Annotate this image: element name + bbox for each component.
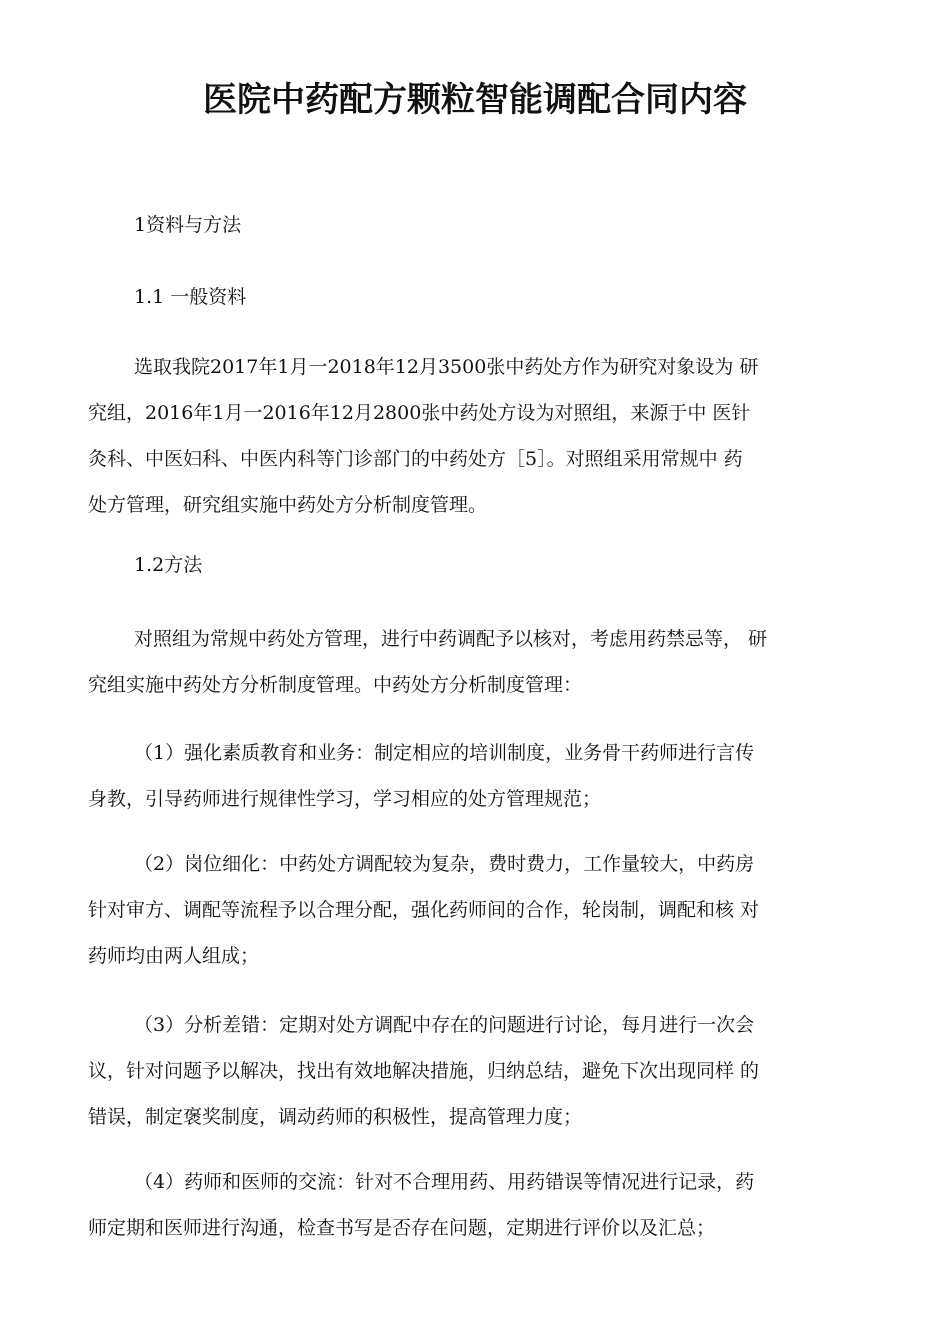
paragraph-line: 师定期和医师进行沟通，检查书写是否存在问题，定期进行评价以及汇总； [88,1217,716,1239]
section-heading-1: 1资料与方法 [134,214,242,236]
list-item-4 [88,1159,868,1251]
paragraph-line: 对照组为常规中药处方管理，进行中药调配予以核对，考虑用药禁忌等， 研 [134,628,768,650]
paragraph-line: 议，针对问题予以解决，找出有效地解决措施，归纳总结，避免下次出现同样 的 [88,1060,760,1082]
list-item-1 [88,730,868,822]
paragraph-line: 身教，引导药师进行规律性学习，学习相应的处方管理规范； [88,788,602,810]
list-item-2 [88,841,868,979]
paragraph-line: 究组实施中药处方分析制度管理。中药处方分析制度管理： [88,674,583,696]
paragraph-line: 药师均由两人组成； [88,945,260,967]
paragraph-line: 处方管理，研究组实施中药处方分析制度管理。 [88,494,488,516]
paragraph-line: （1）强化素质教育和业务：制定相应的培训制度，业务骨干药师进行言传 [134,742,755,764]
paragraph-line: （4）药师和医师的交流：针对不合理用药、用药错误等情况进行记录，药 [134,1171,755,1193]
paragraph-line: （3）分析差错：定期对处方调配中存在的问题进行讨论，每月进行一次会 [134,1014,755,1036]
paragraph-general-info [88,344,868,528]
list-item-3 [88,1002,868,1140]
paragraph-line: 针对审方、调配等流程予以合理分配，强化药师间的合作，轮岗制，调配和核 对 [88,899,760,921]
section-heading-1-1: 1.1 一般资料 [134,286,247,308]
paragraph-line: 灸科、中医妇科、中医内科等门诊部门的中药处方［5］。对照组采用常规中 药 [88,448,743,470]
section-heading-1-2: 1.2方法 [134,554,203,576]
paragraph-line: （2）岗位细化：中药处方调配较为复杂，费时费力，工作量较大，中药房 [134,853,755,875]
document-title: 医院中药配方颗粒智能调配合同内容 [203,80,747,120]
paragraph-method [88,616,868,708]
paragraph-line: 选取我院2017年1月一2018年12月3500张中药处方作为研究对象设为 研 [134,356,759,378]
paragraph-line: 究组，2016年1月一2016年12月2800张中药处方设为对照组，来源于中 医针 [88,402,751,424]
paragraph-line: 错误，制定褒奖制度，调动药师的积极性，提高管理力度； [88,1106,583,1128]
